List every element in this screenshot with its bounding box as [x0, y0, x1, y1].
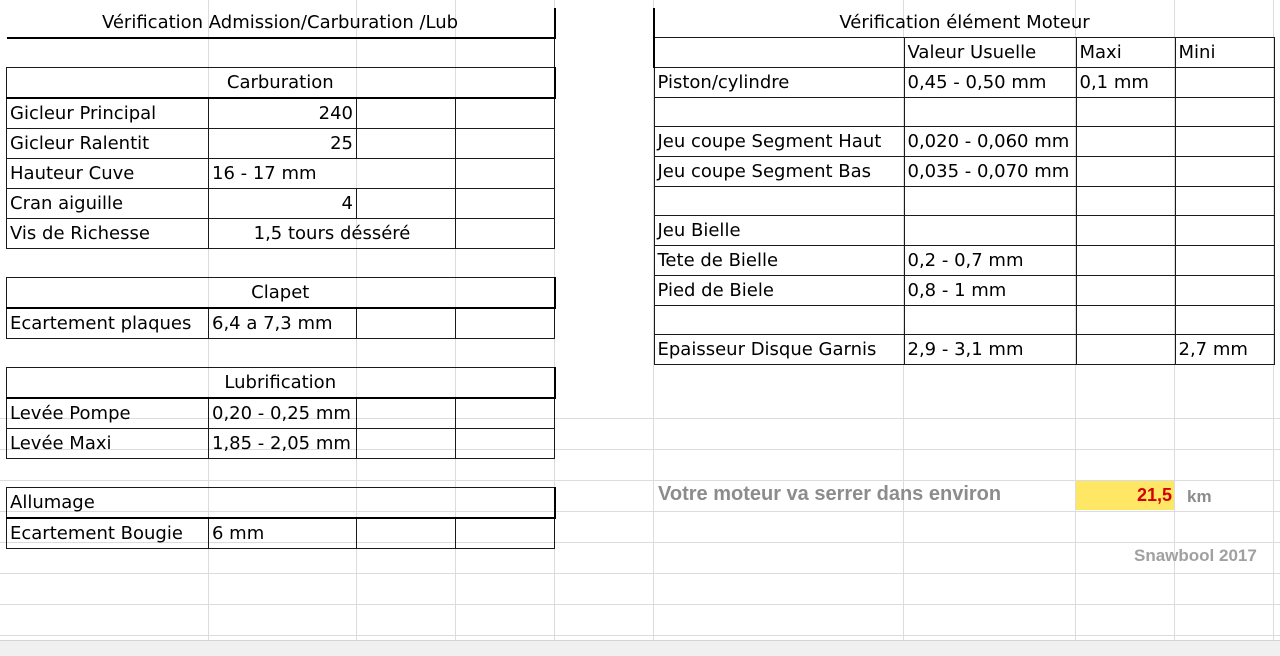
col-header-max: Maxi — [1076, 38, 1175, 68]
cell-min[interactable] — [1175, 157, 1274, 187]
table-row — [654, 187, 1274, 216]
empty-cell[interactable] — [357, 188, 456, 218]
row-value[interactable]: 6 mm — [209, 518, 357, 549]
empty-cell — [654, 38, 904, 68]
engine-check-table — [653, 8, 1275, 365]
spacer-row — [7, 458, 555, 487]
table-row — [654, 246, 1274, 276]
spacer-row — [7, 338, 555, 367]
table-row — [654, 306, 1274, 335]
row-label: Gicleur Principal — [7, 98, 209, 129]
row-label: Ecartement plaques — [7, 308, 209, 339]
cell-max[interactable] — [1076, 276, 1175, 306]
header-row — [654, 38, 1274, 68]
cell-usual[interactable] — [904, 98, 1076, 127]
row-label — [654, 98, 904, 127]
cell-min[interactable] — [1175, 246, 1274, 276]
row-label — [654, 306, 904, 335]
cell-usual[interactable]: 0,8 - 1 mm — [904, 276, 1076, 306]
table-row — [654, 276, 1274, 306]
row-value[interactable]: 240 — [209, 98, 357, 129]
cell-usual[interactable] — [904, 306, 1076, 335]
empty-cell[interactable] — [456, 98, 555, 129]
row-label: Cran aiguille — [7, 188, 209, 218]
result-unit: km — [1187, 487, 1212, 506]
table-row — [7, 308, 555, 339]
table-row — [7, 158, 555, 188]
empty-cell[interactable] — [456, 188, 555, 218]
cell-max[interactable] — [1076, 187, 1175, 216]
allumage-title: Allumage — [7, 487, 555, 518]
cell-min[interactable] — [1175, 306, 1274, 335]
cell-min[interactable] — [1175, 68, 1274, 98]
spacer-row — [7, 248, 555, 277]
cell-min[interactable] — [1175, 276, 1274, 306]
table-row — [7, 128, 555, 158]
cell-usual[interactable] — [904, 216, 1076, 246]
table-row — [7, 218, 555, 248]
empty-cell[interactable] — [456, 518, 555, 549]
empty-cell[interactable] — [357, 428, 456, 458]
row-value[interactable]: 4 — [209, 188, 357, 218]
grid-row-line — [0, 604, 1280, 605]
cell-min[interactable] — [1175, 98, 1274, 127]
row-label: Jeu Bielle — [654, 216, 904, 246]
row-label: Tete de Bielle — [654, 246, 904, 276]
table-row — [654, 216, 1274, 246]
col-header-usual: Valeur Usuelle — [904, 38, 1076, 68]
row-value[interactable]: 1,5 tours désséré — [209, 218, 456, 248]
cell-usual[interactable] — [904, 187, 1076, 216]
cell-max[interactable]: 0,1 mm — [1076, 68, 1175, 98]
row-label: Levée Pompe — [7, 398, 209, 429]
cell-max[interactable] — [1076, 306, 1175, 335]
result-value[interactable]: 21,5 — [1136, 485, 1172, 505]
row-value[interactable]: 16 - 17 mm — [209, 158, 456, 188]
table-row — [654, 157, 1274, 187]
table-row — [7, 398, 555, 429]
row-label: Ecartement Bougie — [7, 518, 209, 549]
row-label: Hauteur Cuve — [7, 158, 209, 188]
cell-usual[interactable]: 0,020 - 0,060 mm — [904, 127, 1076, 157]
lubrification-title: Lubrification — [7, 367, 555, 398]
empty-cell[interactable] — [456, 128, 555, 158]
table-row — [654, 68, 1274, 98]
cell-max[interactable] — [1076, 157, 1175, 187]
carburation-title: Carburation — [7, 67, 555, 98]
row-label: Jeu coupe Segment Haut — [654, 127, 904, 157]
empty-cell[interactable] — [456, 218, 555, 248]
row-value[interactable]: 25 — [209, 128, 357, 158]
cell-max[interactable] — [1076, 335, 1175, 365]
cell-usual[interactable]: 2,9 - 3,1 mm — [904, 335, 1076, 365]
table-row — [7, 98, 555, 129]
row-label: Gicleur Ralentit — [7, 128, 209, 158]
cell-usual[interactable]: 0,2 - 0,7 mm — [904, 246, 1076, 276]
row-value[interactable]: 6,4 a 7,3 mm — [209, 308, 357, 339]
table-row — [654, 98, 1274, 127]
table-row — [7, 518, 555, 549]
empty-cell[interactable] — [456, 428, 555, 458]
empty-cell[interactable] — [357, 128, 456, 158]
cell-usual[interactable]: 0,035 - 0,070 mm — [904, 157, 1076, 187]
row-label: Jeu coupe Segment Bas — [654, 157, 904, 187]
cell-min[interactable]: 2,7 mm — [1175, 335, 1274, 365]
cell-min[interactable] — [1175, 187, 1274, 216]
empty-cell[interactable] — [357, 398, 456, 429]
col-header-min: Mini — [1175, 38, 1274, 68]
credit-text: Snawbool 2017 — [1134, 546, 1257, 565]
row-value[interactable]: 0,20 - 0,25 mm — [209, 398, 357, 429]
row-label: Piston/cylindre — [654, 68, 904, 98]
grid-row-line — [0, 635, 1280, 636]
row-label — [654, 187, 904, 216]
result-text: Votre moteur va serrer dans environ — [658, 483, 1002, 505]
empty-cell[interactable] — [357, 518, 456, 549]
cell-min[interactable] — [1175, 127, 1274, 157]
grid-row-line — [0, 573, 1280, 574]
row-label: Epaisseur Disque Garnis — [654, 335, 904, 365]
bottom-bar — [0, 640, 1280, 656]
intake-check-title: Vérification Admission/Carburation /Lub — [7, 8, 555, 38]
empty-cell[interactable] — [357, 98, 456, 129]
spacer-row — [7, 38, 555, 67]
table-row — [654, 127, 1274, 157]
empty-cell[interactable] — [456, 158, 555, 188]
table-row — [654, 335, 1274, 365]
empty-cell[interactable] — [456, 308, 555, 339]
cell-max[interactable] — [1076, 246, 1175, 276]
cell-min[interactable] — [1175, 216, 1274, 246]
cell-max[interactable] — [1076, 127, 1175, 157]
cell-max[interactable] — [1076, 98, 1175, 127]
table-row — [7, 188, 555, 218]
row-label: Pied de Biele — [654, 276, 904, 306]
intake-check-table — [6, 8, 556, 549]
cell-usual[interactable]: 0,45 - 0,50 mm — [904, 68, 1076, 98]
cell-max[interactable] — [1076, 216, 1175, 246]
table-row — [7, 428, 555, 458]
clapet-title: Clapet — [7, 277, 555, 308]
row-label: Levée Maxi — [7, 428, 209, 458]
engine-check-title: Vérification élément Moteur — [654, 8, 1274, 38]
empty-cell[interactable] — [357, 308, 456, 339]
empty-cell[interactable] — [456, 398, 555, 429]
row-label: Vis de Richesse — [7, 218, 209, 248]
row-value[interactable]: 1,85 - 2,05 mm — [209, 428, 357, 458]
